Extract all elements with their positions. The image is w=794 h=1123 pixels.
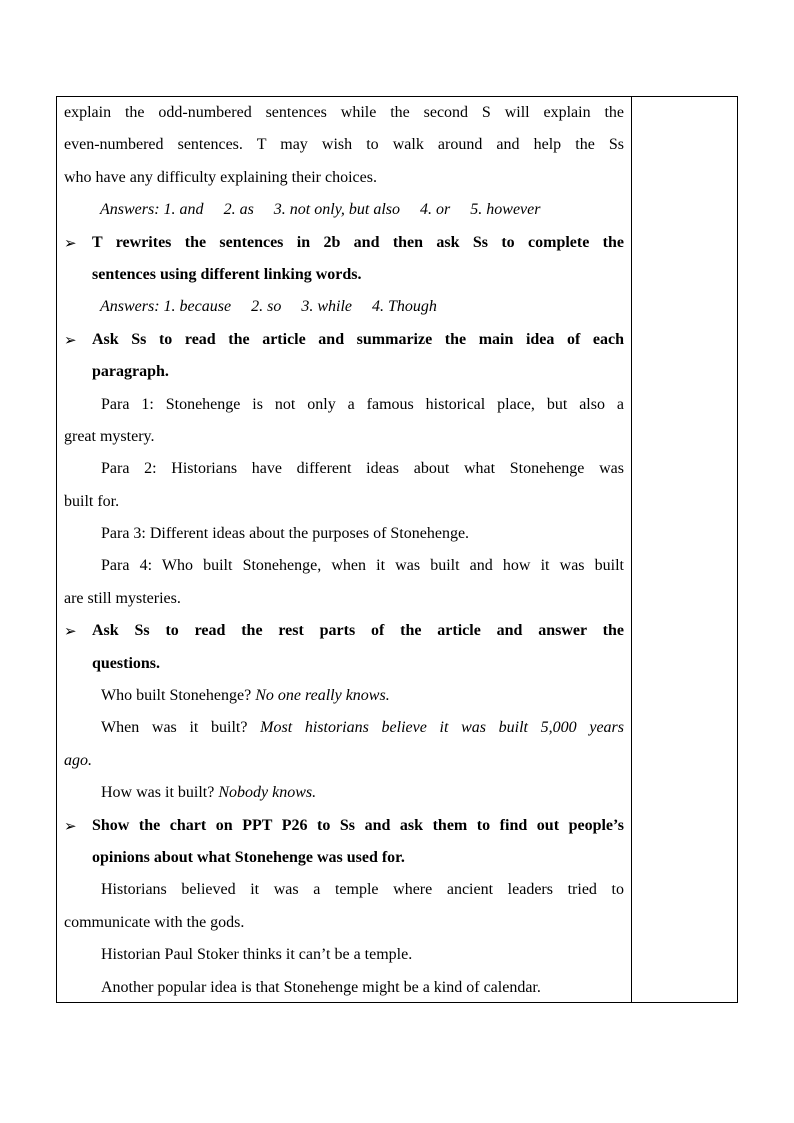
arrow-bullet-icon: ➢ [64,622,77,641]
qa-line: How was it built? Nobody knows. [101,784,317,802]
bullet-line-cont: opinions about what Stonehenge was used for. [92,848,405,866]
text-line: Historian Paul Stoker thinks it can’t be a temple. [101,946,413,964]
procedure-cell [64,97,624,1004]
answer-item: 2. as [223,201,254,219]
answer-item: 4. or [420,201,451,219]
bullet-line-cont: questions. [92,654,161,672]
text-line: Historians believed it was a temple where ancient leaders tried to [101,881,624,899]
bullet-line: ➢ Show the chart on PPT P26 to Ss and ask them to find out people’s [64,810,624,842]
text-line: are still mysteries. [64,589,181,607]
answer-item: 5. however [470,201,541,219]
answer-item: 3. while [301,298,352,316]
text-line: explain the odd-numbered sentences while the second S will explain the [64,104,624,121]
text-line: built for. [64,492,120,510]
bullet-line-cont: paragraph. [92,363,169,381]
column-divider [631,97,632,1002]
text-line: Para 2: Historians have different ideas about what Stonehenge was [101,460,624,478]
bullet-line-cont: sentences using different linking words. [92,265,362,283]
qa-line-cont: ago. [64,751,92,769]
answer-item: Answers: 1. because [100,298,232,316]
text-line: who have any difficulty explaining their choices. [64,168,377,186]
qa-line: Who built Stonehenge? No one really knows. [101,687,390,705]
answer-item: 2. so [251,298,282,316]
arrow-bullet-icon: ➢ [64,233,77,252]
arrow-bullet-icon: ➢ [64,816,77,835]
answer-item: Answers: 1. and [100,201,204,219]
text-line: Para 3: Different ideas about the purposes of Stonehenge. [101,525,470,543]
arrow-bullet-icon: ➢ [64,330,77,349]
text-line: even-numbered sentences. T may wish to walk around and help the Ss [64,136,624,154]
bullet-line: ➢ T rewrites the sentences in 2b and then ask Ss to complete the [64,227,624,259]
lesson-table [56,96,738,1003]
answer-item: 4. Though [372,298,437,316]
answer-item: 3. not only, but also [273,201,401,219]
bullet-line: ➢ Ask Ss to read the article and summarize the main idea of each [64,324,624,356]
bullet-line: ➢ Ask Ss to read the rest parts of the article and answer the [64,615,624,647]
text-line: Para 4: Who built Stonehenge, when it was built and how it was built [101,557,624,575]
text-line: Para 1: Stonehenge is not only a famous historical place, but also a [101,395,624,413]
qa-line: When was it built? Most historians believe it was built 5,000 years [101,719,625,737]
answers-line-2 [64,291,624,323]
text-line: great mystery. [64,427,155,445]
answers-line-1 [64,194,624,226]
text-line: communicate with the gods. [64,913,245,931]
text-line: Another popular idea is that Stonehenge might be a kind of calendar. [101,978,541,996]
